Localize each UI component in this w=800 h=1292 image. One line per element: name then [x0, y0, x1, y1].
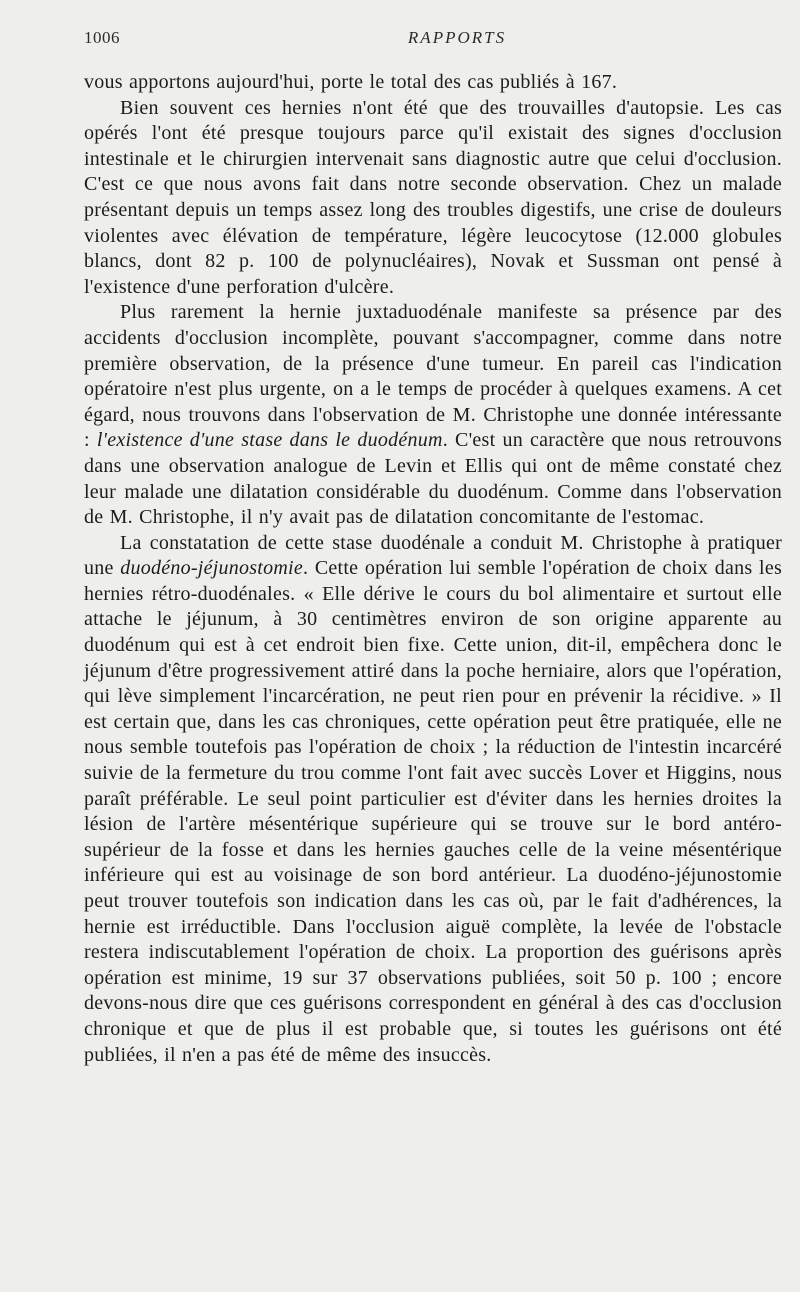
- paragraph-3-italic: l'existence d'une stase dans le duodénum: [96, 429, 443, 452]
- body-text: [84, 70, 782, 1068]
- paragraph-2: [84, 96, 782, 301]
- paragraph-4-text-a: La constatation de cette stase duodénale a conduit M. Christophe à pratiquer une: [84, 531, 782, 580]
- paragraph-2-text: Bien souvent ces hernies n'ont été que des trouvailles d'autopsie. Les cas opérés l'ont été presque toujours parce qu'il existait des signes d'occlusion intestinale et le chirurgien intervenait sans diagnostic autre que celui d'occlusion. C'est ce que nous avons fait dans notre seconde observation. Chez un malade présentant depuis un temps assez long des troubles digestifs, une crise de douleurs violentes avec élévation de température, légère leucocytose (12.000 globules blancs, dont 82 p. 100 de polynucléaires), Novak et Sussman ont pensé à l'existence d'une perforation d'ulcère.: [84, 96, 782, 298]
- running-title: RAPPORTS: [407, 28, 507, 47]
- page-number: 1006: [84, 28, 120, 47]
- paragraph-4: [84, 531, 782, 1068]
- paragraph-3-text-b: . C'est un caractère que nous retrouvons dans une observation analogue de Levin et Ellis qui ont de même constaté chez leur malade une dilatation considérable du duodénum. Comme dans l'observation de M. Christophe, il n'y avait pas de dilatation concomitante de l'estomac.: [84, 429, 782, 529]
- paragraph-4-text-b: . Cette opération lui semble l'opération de choix dans les hernies rétro-duodénales. « Elle dérive le cours du bol alimentaire et surtout elle attache le jéjunum, à 30 centimètres environ de son origine apparente au duodénum qui est à cet endroit bien fixe. Cette union, dit-il, empêchera donc le jéjunum d'être progressivement attiré dans la poche herniaire, alors que l'opération, qui lève simplement l'incarcération, ne peut rien pour en prévenir la récidive. » Il est certain que, dans les cas chroniques, cette opération peut être pratiquée, elle ne nous semble toutefois pas l'opération de choix ; la réduction de l'intestin incarcéré suivie de la fermeture du trou comme l'ont fait avec succès Lover et Higgins, nous paraît préférable. Le seul point particulier est d'éviter dans les hernies droites la lésion de l'artère mésentérique supérieure qui se trouve sur le bord antéro-supérieur de la fosse et dans les hernies gauches celle de la veine mésentérique inférieure qui est au voisinage de son bord antérieur. La duodéno-jéjunostomie peut trouver toutefois son indication dans les cas où, par le fait d'adhérences, la hernie est irréductible. Dans l'occlusion aiguë complète, la levée de l'obstacle restera indiscutablement l'opération de choix. La proportion des guérisons après opération est minime, 19 sur 37 observations publiées, soit 50 p. 100 ; encore devons-nous dire que ces guérisons correspondent en général à des cas d'occlusion chronique et que de plus il est probable que, si toutes les guérisons ont été publiées, il n'en a pas été de même des insuccès.: [84, 557, 782, 1066]
- paragraph-1-text: vous apportons aujourd'hui, porte le total des cas publiés à 167.: [84, 71, 618, 93]
- paragraph-3-text-a: Plus rarement la hernie juxtaduodénale manifeste sa présence par des accidents d'occlusion incomplète, pouvant s'accompagner, comme dans notre première observation, de la présence d'une tumeur. En pareil cas l'indication opératoire n'est plus urgente, on a le temps de procéder à quelques examens. A cet égard, nous trouvons dans l'observation de M. Christophe une donnée intéressante :: [84, 301, 782, 452]
- paragraph-3: [84, 300, 782, 530]
- paragraph-4-italic: duodéno-jéjunostomie: [120, 557, 303, 580]
- page-header: [84, 28, 780, 52]
- paragraph-1: [84, 70, 782, 96]
